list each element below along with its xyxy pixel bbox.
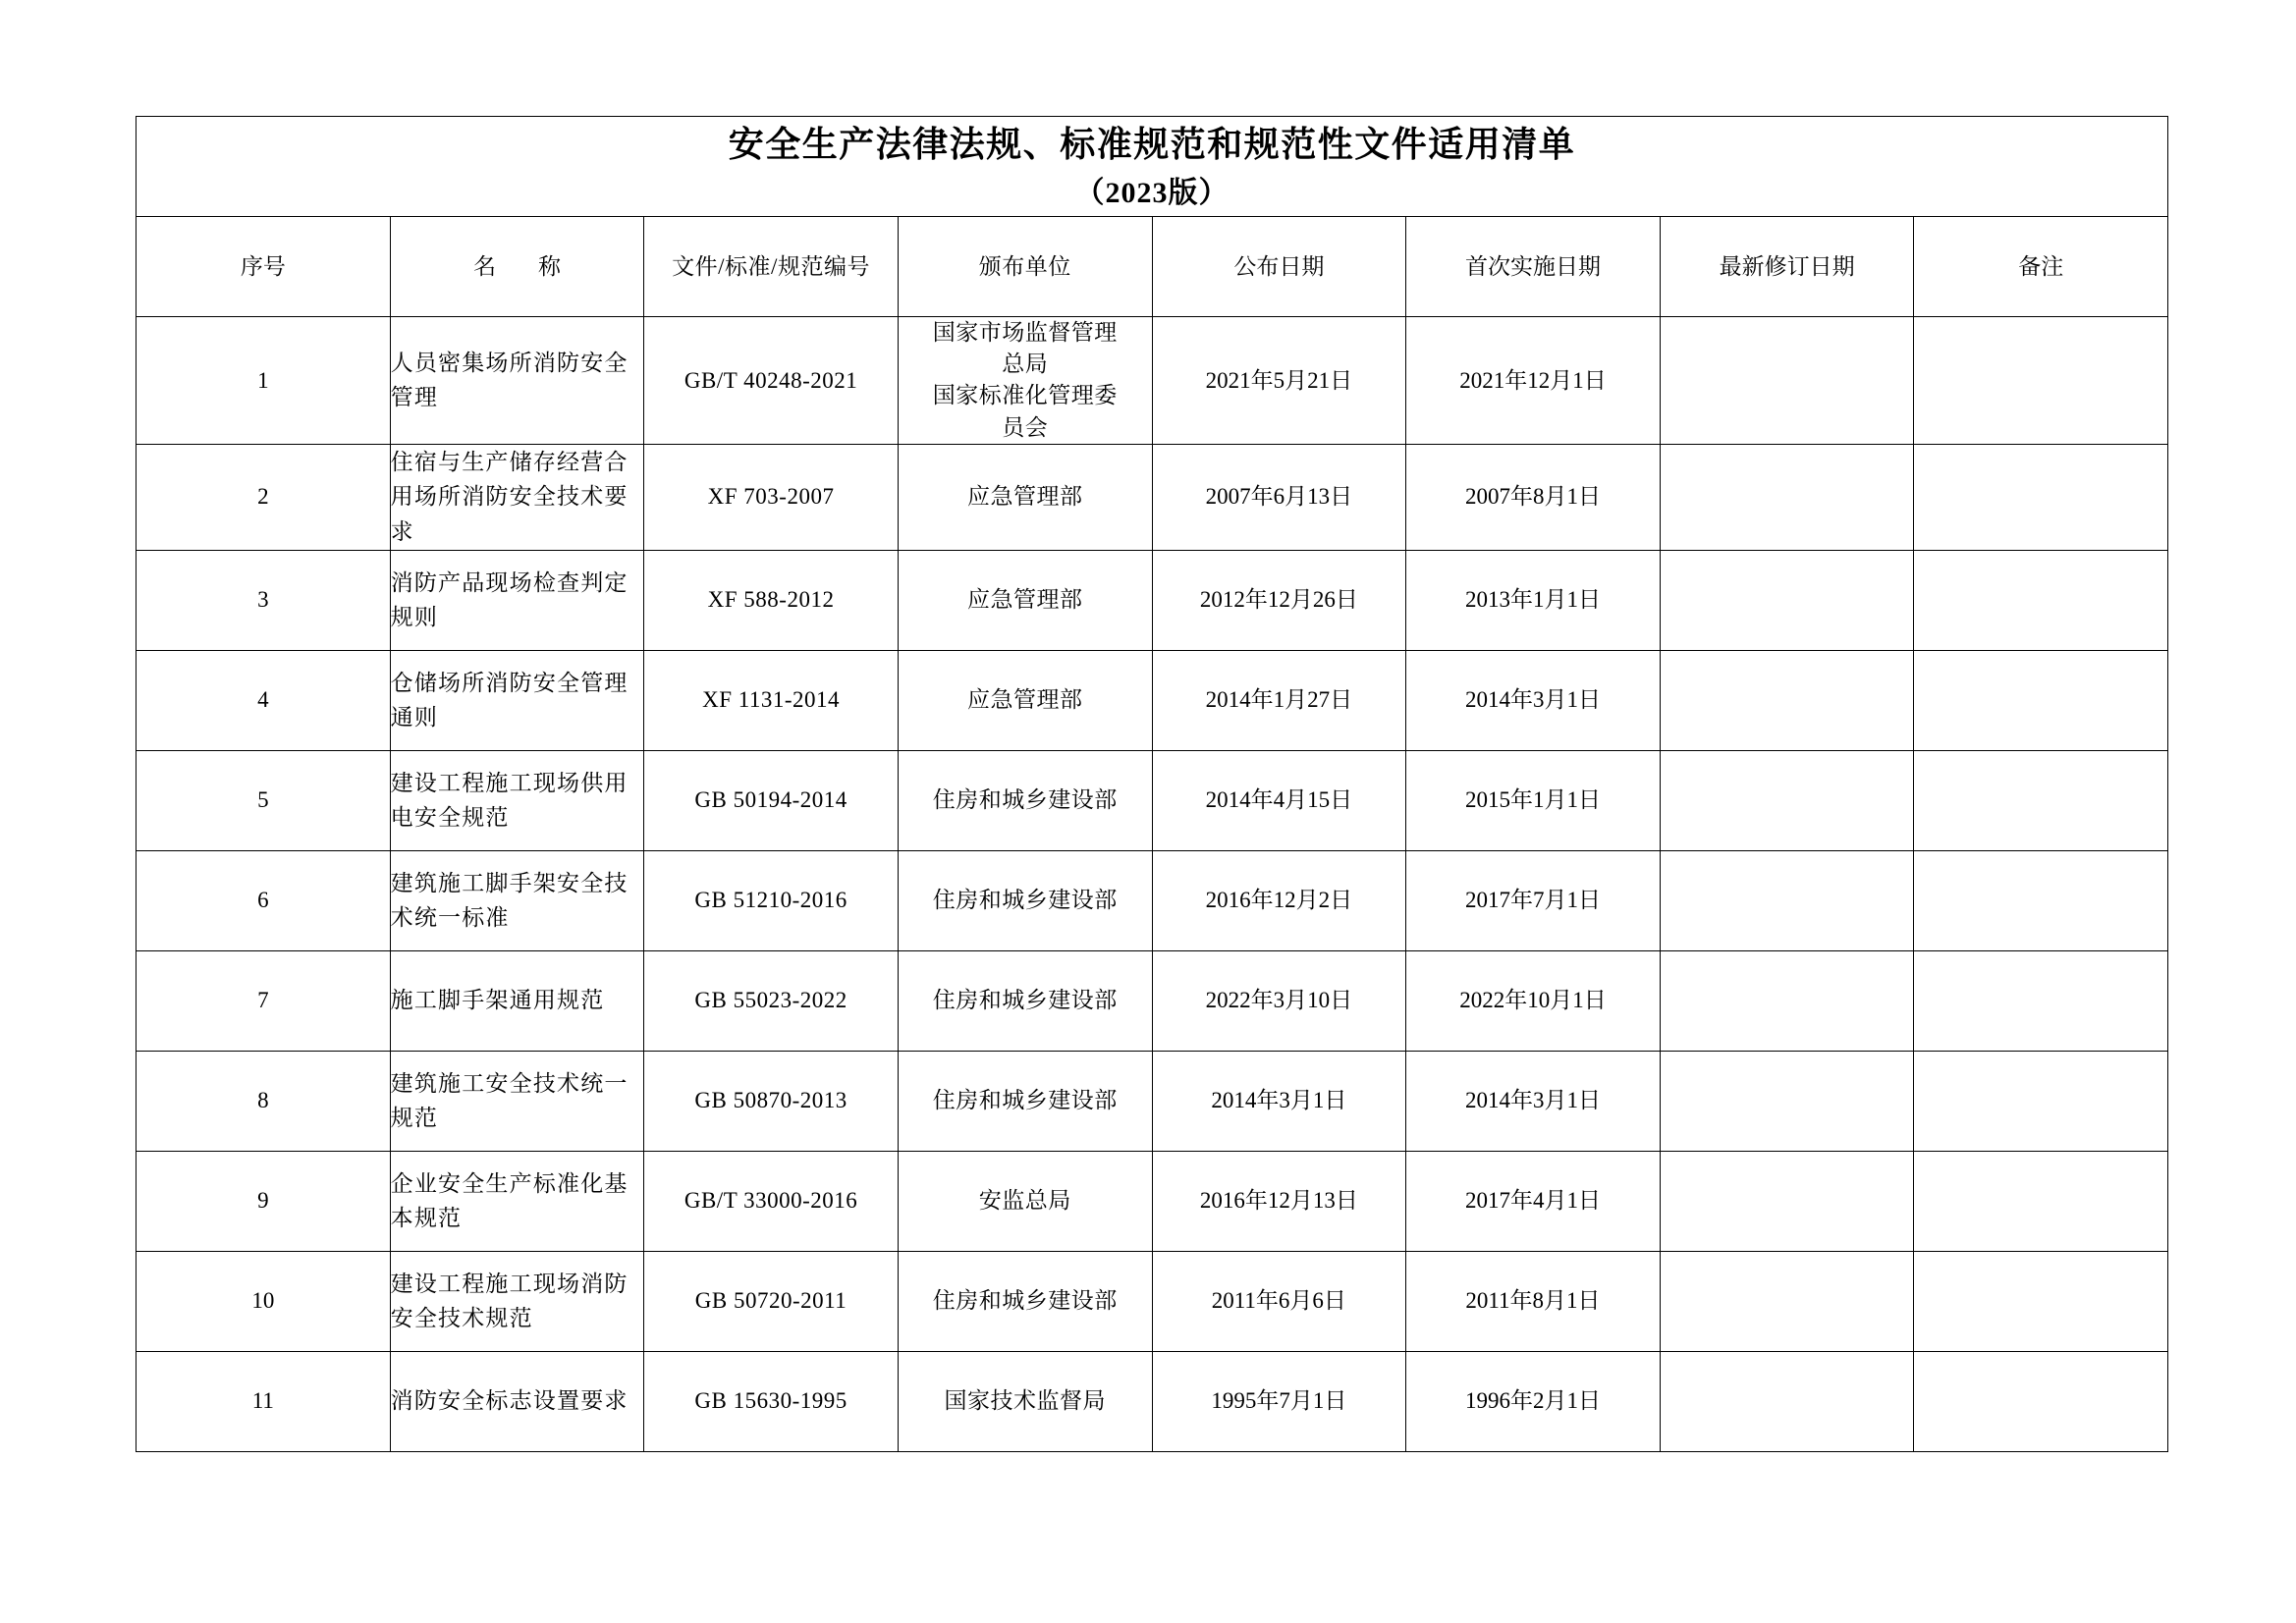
standards-list-table <box>136 116 2168 1452</box>
cell-rev-date <box>1660 550 1914 650</box>
cell-pub-date: 2014年4月15日 <box>1152 750 1406 850</box>
cell-org: 应急管理部 <box>898 550 1152 650</box>
document-title-main: 安全生产法律法规、标准规范和规范性文件适用清单 <box>728 125 1576 164</box>
cell-rev-date <box>1660 750 1914 850</box>
cell-rev-date <box>1660 1251 1914 1351</box>
cell-org: 国家技术监督局 <box>898 1351 1152 1451</box>
title-row <box>137 117 2168 217</box>
cell-code: GB/T 40248-2021 <box>644 317 899 445</box>
table-row <box>137 650 2168 750</box>
cell-note <box>1914 950 2168 1051</box>
cell-pub-date: 2014年3月1日 <box>1152 1051 1406 1151</box>
cell-name: 消防安全标志设置要求 <box>390 1351 644 1451</box>
cell-pub-date: 2011年6月6日 <box>1152 1251 1406 1351</box>
table-row <box>137 750 2168 850</box>
cell-org-line1: 国家市场监督管理 总局 <box>932 320 1118 377</box>
cell-code: GB 50720-2011 <box>644 1251 899 1351</box>
cell-org: 住房和城乡建设部 <box>898 750 1152 850</box>
cell-rev-date <box>1660 650 1914 750</box>
cell-code: GB 51210-2016 <box>644 850 899 950</box>
header-note: 备注 <box>1914 217 2168 317</box>
cell-index: 3 <box>137 550 391 650</box>
cell-pub-date: 2016年12月2日 <box>1152 850 1406 950</box>
cell-impl-date: 2013年1月1日 <box>1406 550 1661 650</box>
cell-index: 7 <box>137 950 391 1051</box>
cell-impl-date: 2014年3月1日 <box>1406 650 1661 750</box>
cell-pub-date: 2007年6月13日 <box>1152 444 1406 550</box>
cell-note <box>1914 317 2168 445</box>
cell-rev-date <box>1660 850 1914 950</box>
cell-pub-date: 2012年12月26日 <box>1152 550 1406 650</box>
cell-code: GB/T 33000-2016 <box>644 1151 899 1251</box>
cell-rev-date <box>1660 444 1914 550</box>
header-org: 颁布单位 <box>898 217 1152 317</box>
cell-pub-date: 2021年5月21日 <box>1152 317 1406 445</box>
cell-name: 建设工程施工现场供用电安全规范 <box>390 750 644 850</box>
cell-name: 建筑施工安全技术统一规范 <box>390 1051 644 1151</box>
cell-index: 6 <box>137 850 391 950</box>
cell-index: 8 <box>137 1051 391 1151</box>
cell-rev-date <box>1660 1351 1914 1451</box>
table-row <box>137 850 2168 950</box>
cell-index: 5 <box>137 750 391 850</box>
cell-impl-date: 1996年2月1日 <box>1406 1351 1661 1451</box>
cell-org: 住房和城乡建设部 <box>898 850 1152 950</box>
cell-note <box>1914 1251 2168 1351</box>
cell-note <box>1914 650 2168 750</box>
cell-rev-date <box>1660 1151 1914 1251</box>
table-row <box>137 550 2168 650</box>
cell-code: GB 15630-1995 <box>644 1351 899 1451</box>
cell-name: 施工脚手架通用规范 <box>390 950 644 1051</box>
cell-pub-date: 2014年1月27日 <box>1152 650 1406 750</box>
table-row <box>137 1051 2168 1151</box>
cell-org: 应急管理部 <box>898 650 1152 750</box>
cell-note <box>1914 750 2168 850</box>
cell-pub-date: 2016年12月13日 <box>1152 1151 1406 1251</box>
cell-code: GB 55023-2022 <box>644 950 899 1051</box>
cell-org <box>898 317 1152 445</box>
cell-code: GB 50870-2013 <box>644 1051 899 1151</box>
cell-impl-date: 2015年1月1日 <box>1406 750 1661 850</box>
cell-index: 4 <box>137 650 391 750</box>
table-header-row <box>137 217 2168 317</box>
cell-org: 住房和城乡建设部 <box>898 1251 1152 1351</box>
cell-org: 安监总局 <box>898 1151 1152 1251</box>
cell-org: 应急管理部 <box>898 444 1152 550</box>
header-pub-date: 公布日期 <box>1152 217 1406 317</box>
cell-name: 仓储场所消防安全管理通则 <box>390 650 644 750</box>
cell-pub-date: 1995年7月1日 <box>1152 1351 1406 1451</box>
cell-note <box>1914 1351 2168 1451</box>
cell-impl-date: 2017年4月1日 <box>1406 1151 1661 1251</box>
header-index: 序号 <box>137 217 391 317</box>
table-row <box>137 1351 2168 1451</box>
cell-code: XF 1131-2014 <box>644 650 899 750</box>
header-rev-date: 最新修订日期 <box>1660 217 1914 317</box>
cell-impl-date: 2017年7月1日 <box>1406 850 1661 950</box>
table-body <box>137 117 2168 1452</box>
cell-index: 9 <box>137 1151 391 1251</box>
cell-name: 消防产品现场检查判定规则 <box>390 550 644 650</box>
cell-name: 住宿与生产储存经营合用场所消防安全技术要求 <box>390 444 644 550</box>
cell-rev-date <box>1660 950 1914 1051</box>
cell-note <box>1914 850 2168 950</box>
table-row <box>137 1251 2168 1351</box>
cell-note <box>1914 1051 2168 1151</box>
cell-impl-date: 2014年3月1日 <box>1406 1051 1661 1151</box>
cell-note <box>1914 1151 2168 1251</box>
cell-pub-date: 2022年3月10日 <box>1152 950 1406 1051</box>
header-name: 名 称 <box>390 217 644 317</box>
cell-name: 人员密集场所消防安全管理 <box>390 317 644 445</box>
cell-code: XF 588-2012 <box>644 550 899 650</box>
cell-index: 10 <box>137 1251 391 1351</box>
cell-note <box>1914 550 2168 650</box>
cell-code: XF 703-2007 <box>644 444 899 550</box>
cell-impl-date: 2022年10月1日 <box>1406 950 1661 1051</box>
table-row <box>137 317 2168 445</box>
cell-org-line2: 国家标准化管理委 员会 <box>932 383 1118 440</box>
cell-org: 住房和城乡建设部 <box>898 950 1152 1051</box>
cell-name: 建筑施工脚手架安全技术统一标准 <box>390 850 644 950</box>
document-title-version: （2023版） <box>1074 177 1230 209</box>
table-row <box>137 1151 2168 1251</box>
header-code: 文件/标准/规范编号 <box>644 217 899 317</box>
cell-rev-date <box>1660 317 1914 445</box>
cell-impl-date: 2011年8月1日 <box>1406 1251 1661 1351</box>
cell-index: 1 <box>137 317 391 445</box>
cell-code: GB 50194-2014 <box>644 750 899 850</box>
table-row <box>137 950 2168 1051</box>
cell-note <box>1914 444 2168 550</box>
cell-index: 11 <box>137 1351 391 1451</box>
cell-name: 建设工程施工现场消防安全技术规范 <box>390 1251 644 1351</box>
cell-impl-date: 2021年12月1日 <box>1406 317 1661 445</box>
table-row <box>137 444 2168 550</box>
cell-org: 住房和城乡建设部 <box>898 1051 1152 1151</box>
cell-index: 2 <box>137 444 391 550</box>
document-title-cell <box>137 117 2168 217</box>
cell-rev-date <box>1660 1051 1914 1151</box>
header-impl-date: 首次实施日期 <box>1406 217 1661 317</box>
cell-name: 企业安全生产标准化基本规范 <box>390 1151 644 1251</box>
cell-impl-date: 2007年8月1日 <box>1406 444 1661 550</box>
